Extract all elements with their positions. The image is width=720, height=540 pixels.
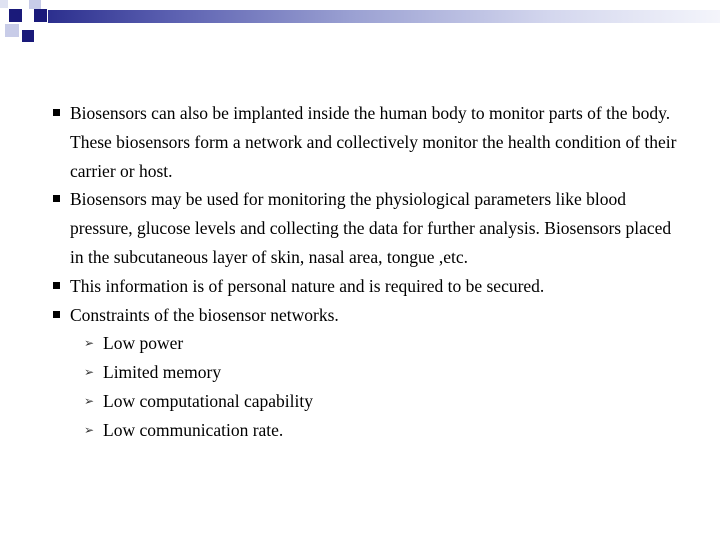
sub-bullet-text: Limited memory [103,362,222,383]
bullet-list [47,99,687,445]
decor-square [0,0,8,8]
arrowhead-bullet-icon: ➢ [84,365,95,380]
sub-list-item [82,416,687,445]
bullet-text: Biosensors can also be implanted inside the human body to monitor parts of the body. These biosensors form a network and collectively monitor the health condition of their carrier or host. [70,103,677,181]
arrowhead-bullet-icon: ➢ [84,423,95,438]
sub-bullet-text: Low computational capability [103,391,313,412]
list-item [47,272,687,301]
list-item [47,99,687,185]
sub-bullet-text: Low communication rate. [103,420,284,441]
header-decoration [0,0,720,48]
decor-square [5,24,19,37]
square-bullet-icon [53,195,60,202]
arrowhead-bullet-icon: ➢ [84,336,95,351]
decor-square [29,0,41,9]
sub-bullet-text: Low power [103,333,184,354]
decor-square [9,9,22,22]
list-item [47,301,687,446]
decor-square [34,9,47,22]
decor-square [22,30,34,42]
bullet-text: Biosensors may be used for monitoring the physiological parameters like blood pressure, glucose levels and collecting the data for further analysis. Biosensors placed in the subcutaneous layer of skin, nasal area, tongue ,etc. [70,189,672,267]
square-bullet-icon [53,109,60,116]
sub-bullet-list [70,329,687,445]
sub-list-item [82,358,687,387]
arrowhead-bullet-icon: ➢ [84,394,95,409]
list-item [47,185,687,271]
square-bullet-icon [53,311,60,318]
header-gradient-bar [48,10,720,23]
sub-list-item [82,329,687,358]
slide-content [47,99,687,445]
square-bullet-icon [53,282,60,289]
sub-list-item [82,387,687,416]
bullet-text: Constraints of the biosensor networks. [70,304,339,325]
bullet-text: This information is of personal nature and is required to be secured. [70,275,545,296]
